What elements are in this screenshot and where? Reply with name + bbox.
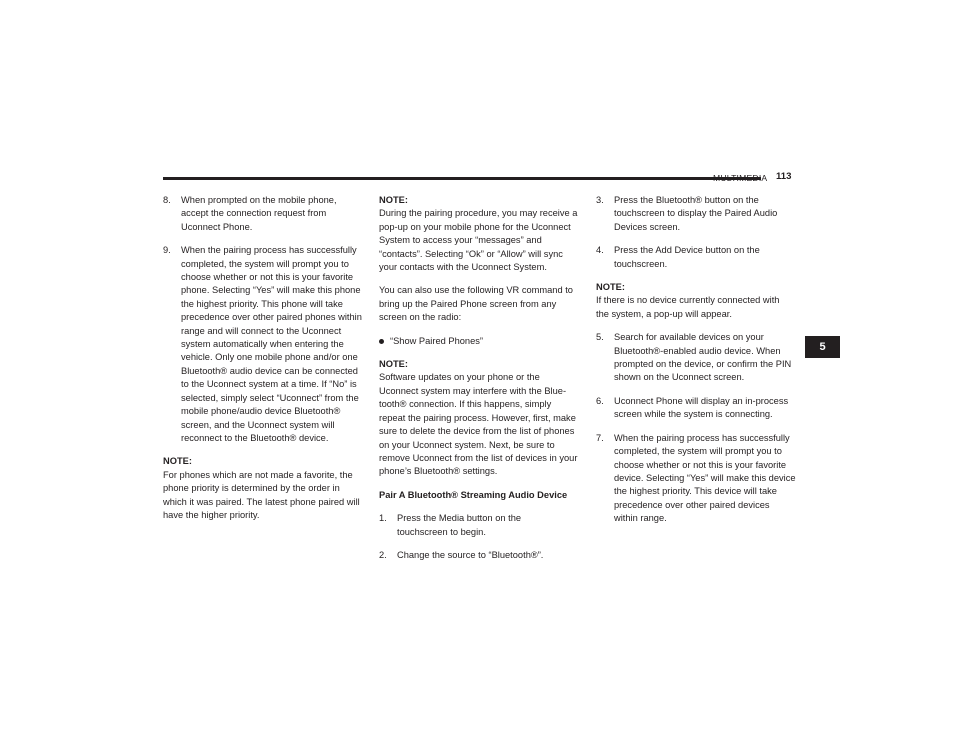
step-number: 7. — [596, 432, 604, 443]
text-line: When prompted on the mobile phone, — [181, 195, 337, 205]
text-line: Press the Bluetooth® button on the — [614, 195, 759, 205]
text-line: touchscreen to display the Paired Audio — [614, 208, 778, 219]
text-line: reconnect to the Bluetooth® device. — [181, 432, 329, 443]
text-line: choose whether or not this is your favorite — [614, 459, 787, 470]
note-text — [379, 207, 585, 274]
text-line: remove Uconnect from the list of devices in your — [379, 452, 578, 463]
text-line: within range. — [614, 513, 667, 524]
step-text — [181, 244, 369, 445]
text-line: Press the Add Device button on the — [614, 245, 760, 256]
text-line: touchscreen to begin. — [397, 526, 486, 537]
step-number: 9. — [163, 245, 171, 256]
step-text — [614, 395, 802, 422]
step-number: 2. — [379, 549, 387, 560]
text-line: sure to delete the device from the list of phones — [379, 426, 575, 437]
text-line: Bluetooth® audio device can be connected — [181, 365, 358, 376]
bullet-text: “Show Paired Phones” — [390, 335, 484, 346]
text-line: precedence over other paired devices — [614, 499, 770, 510]
section-title: MULTIMEDIA — [713, 173, 768, 183]
bullet-item — [379, 335, 585, 348]
header-rule — [163, 177, 761, 180]
text-line: device. Selecting “Yes” will make this device — [614, 472, 796, 483]
text-line: During the pairing procedure, you may receive a — [379, 208, 578, 219]
text-line: range and will connect to the Uconnect — [181, 325, 342, 336]
text-line: the system, a pop-up will appear. — [596, 308, 732, 319]
step-2 — [379, 549, 585, 562]
text-line: on your Uconnect system. Next, be sure to — [379, 439, 555, 450]
step-1 — [379, 512, 585, 539]
step-number: 6. — [596, 395, 604, 406]
text-line: “contacts”. Selecting “Ok” or “Allow” will sync — [379, 248, 563, 259]
text-line: which it was paired. The latest phone paired will — [163, 496, 360, 507]
text-line: If there is no device currently connected with — [596, 295, 780, 306]
step-text — [397, 549, 585, 562]
text-line: When the pairing process has successfully — [614, 432, 790, 443]
text-line: the highest priority. This device will take — [614, 486, 777, 497]
text-line: Software updates on your phone or the — [379, 372, 540, 383]
text-line: repeat the pairing process. However, first, make — [379, 412, 576, 423]
text-line: screen while the system is connecting. — [614, 409, 773, 420]
note-label: NOTE: — [379, 359, 408, 370]
step-number: 5. — [596, 332, 604, 343]
text-line: For phones which are not made a favorite, the — [163, 469, 353, 480]
step-9 — [163, 244, 369, 445]
note-pairing-popup — [379, 194, 585, 274]
column-2 — [379, 194, 585, 572]
subheading: Pair A Bluetooth® Streaming Audio Device — [379, 489, 568, 500]
vr-command-paragraph — [379, 284, 585, 324]
step-number: 8. — [163, 195, 171, 205]
text-line: completed, the system will prompt you to — [181, 258, 349, 269]
text-line: completed, the system will prompt you to — [614, 446, 782, 457]
text-line: have the higher priority. — [163, 509, 260, 520]
text-line: touchscreen. — [614, 258, 668, 269]
text-line: tooth® connection. If this happens, simply — [379, 399, 552, 410]
text-line: phone priority is determined by the order in — [163, 483, 340, 494]
text-line: Uconnect Phone. — [181, 221, 253, 232]
note-software-updates — [379, 358, 585, 479]
step-8 — [163, 194, 369, 234]
step-4 — [596, 244, 802, 271]
note-label: NOTE: — [379, 195, 408, 205]
page-number: 113 — [776, 171, 792, 182]
text-line: accept the connection request from — [181, 208, 327, 219]
step-text — [614, 432, 802, 526]
text-line: Bluetooth®-enabled audio device. When — [614, 345, 781, 356]
text-line: the highest priority. This phone will take — [181, 298, 343, 309]
step-5 — [596, 331, 802, 385]
text-line: mobile phone/audio device Bluetooth® — [181, 406, 341, 417]
text-line: system automatically when entering the — [181, 339, 344, 350]
note-phone-priority — [163, 455, 369, 522]
step-text — [397, 512, 585, 539]
text-line: prompted on the device, or confirm the PIN — [614, 359, 792, 370]
note-no-device — [596, 281, 802, 321]
note-label: NOTE: — [596, 282, 625, 293]
step-7 — [596, 432, 802, 526]
step-number: 3. — [596, 195, 604, 205]
step-text — [181, 194, 369, 234]
step-number: 4. — [596, 245, 604, 256]
text-line: Press the Media button on the — [397, 513, 522, 524]
step-text — [614, 244, 802, 271]
text-line: Change the source to “Bluetooth®”. — [397, 549, 544, 560]
text-line: Uconnect Phone will display an in-process — [614, 395, 789, 406]
note-label: NOTE: — [163, 456, 192, 467]
text-line: You can also use the following VR command to — [379, 285, 573, 296]
text-line: selected, simply select “Uconnect” from the — [181, 392, 359, 403]
text-line: phone’s Bluetooth® settings. — [379, 466, 498, 477]
column-1 — [163, 194, 369, 532]
text-line: When the pairing process has successfully — [181, 245, 357, 256]
chapter-tab: 5 — [805, 336, 840, 358]
text-line: Uconnect system may interfere with the Blue- — [379, 385, 567, 396]
text-line: pop-up on your mobile phone for the Uconnect — [379, 221, 571, 232]
column-3 — [596, 194, 802, 536]
step-3 — [596, 194, 802, 234]
text-line: screen on the radio: — [379, 312, 462, 323]
text-line: Devices screen. — [614, 221, 681, 232]
bullet-dot-icon — [379, 339, 384, 344]
text-line: precedence over other paired phones within — [181, 312, 362, 323]
step-number: 1. — [379, 513, 387, 524]
step-text — [614, 331, 802, 385]
note-text — [596, 294, 802, 321]
note-text — [163, 469, 369, 523]
text-line: your contacts with the Uconnect System. — [379, 262, 547, 273]
text-line: phone. Selecting “Yes” will make this phone — [181, 285, 361, 296]
text-line: shown on the Uconnect screen. — [614, 372, 745, 383]
text-line: to the Uconnect system at a time. If “No” is — [181, 379, 357, 390]
text-line: Search for available devices on your — [614, 332, 764, 343]
text-line: bring up the Paired Phone screen from any — [379, 298, 557, 309]
text-line: screen, and the Uconnect system will — [181, 419, 335, 430]
text-line: choose whether or not this is your favorite — [181, 272, 354, 283]
text-line: System to access your “messages” and — [379, 235, 542, 246]
step-text — [614, 194, 802, 234]
note-text — [379, 371, 585, 478]
step-6 — [596, 395, 802, 422]
text-line: vehicle. Only one mobile phone and/or one — [181, 352, 358, 363]
